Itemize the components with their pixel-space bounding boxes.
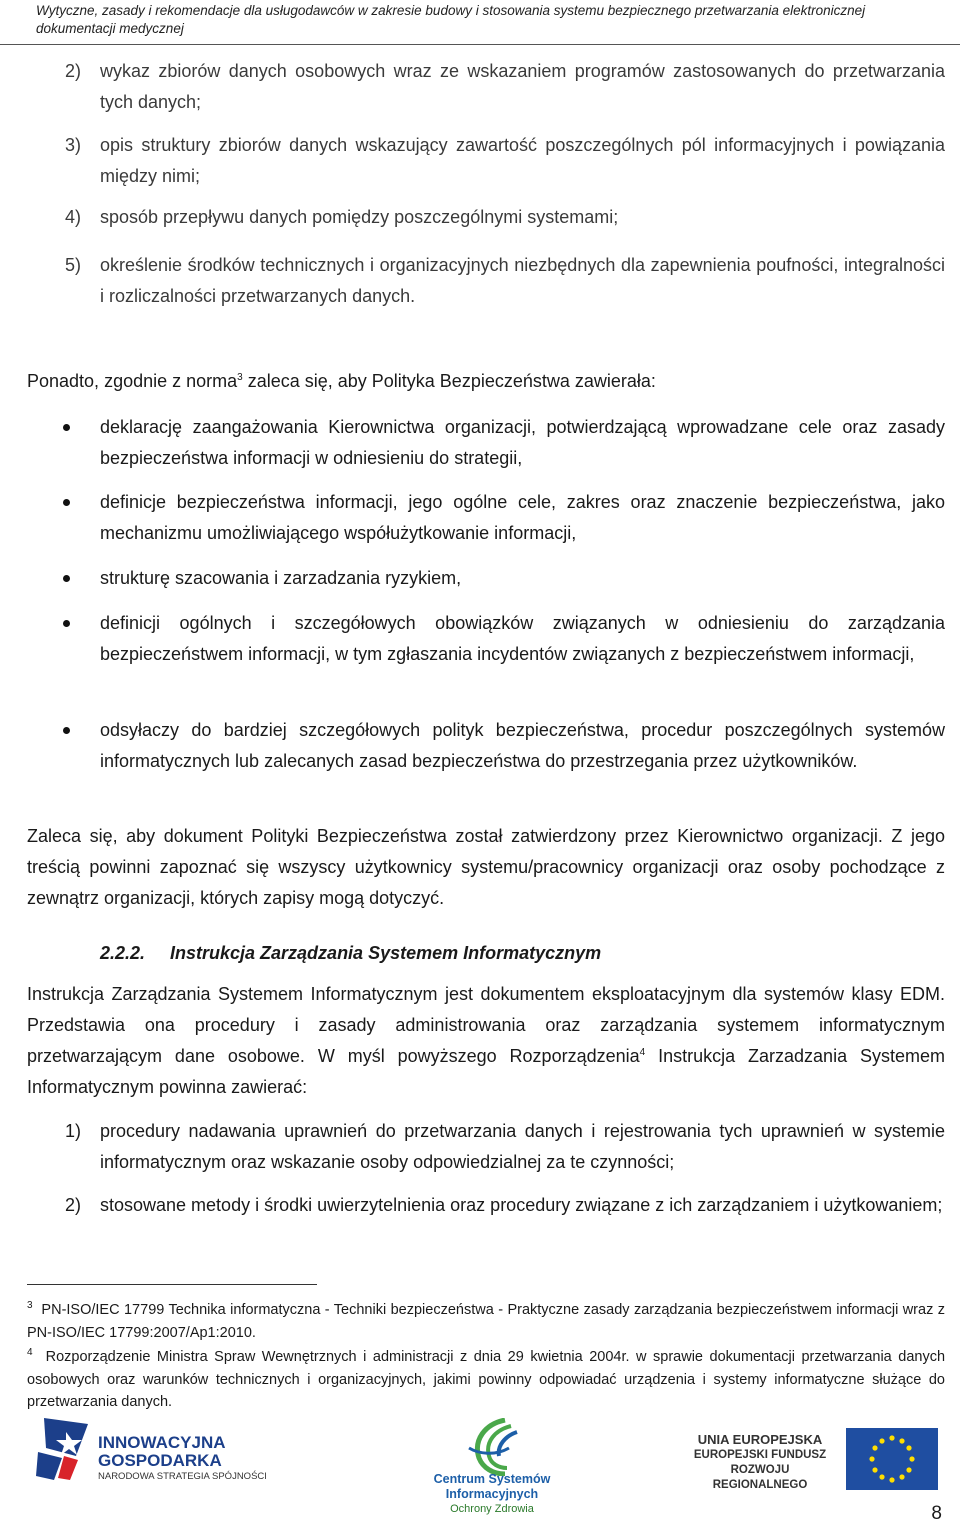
csioz-line2: Ochrony Zdrowia (450, 1503, 534, 1515)
ig-line3: NARODOWA STRATEGIA SPÓJNOŚCI (98, 1471, 267, 1482)
bullet-item: deklarację zaangażowania Kierownictwa organizacji, potwierdzającą wprowadzane cele oraz zasady bezpieczeństwa informacji w odniesieniu do strategii, (100, 417, 945, 468)
innowacyjna-gospodarka-icon (36, 1418, 96, 1480)
policy-intro-after: zaleca się, aby Polityka Bezpieczeństwa zawierała: (242, 371, 656, 391)
bullet-dot (63, 499, 70, 506)
bullet-item: strukturę szacowania i zarzadzania ryzykiem, (100, 568, 462, 588)
list1-num-2: 2) (65, 61, 82, 81)
csioz-icon (465, 1418, 529, 1476)
footnote-text: PN-ISO/IEC 17799 Technika informatyczna - Techniki bezpieczeństwa - Praktyczne zasady zarządzania bezpieczeństwem informacji wraz z PN-ISO/IEC 17799:2007/Ap1:2010. (27, 1302, 945, 1341)
list2-num-1: 1) (65, 1121, 82, 1141)
ig-line1: INNOWACYJNA (98, 1433, 226, 1452)
header-line-2: dokumentacji medycznej (36, 21, 184, 36)
list1-num-5: 5) (65, 255, 82, 275)
csioz-text (388, 1472, 596, 1516)
policy-approval-paragraph: Zaleca się, aby dokument Polityki Bezpieczeństwa został zatwierdzony przez Kierownictwo organizacji. Z jego treścią powinni zapoznać się wszyscy użytkownicy systemu/pracownicy organizacji oraz osoby pochodzące z zewnątrz organizacji, których zapisy mogą dotyczyć. (27, 826, 945, 908)
bullet-item: definicji ogólnych i szczegółowych obowiązków związanych w odniesieniu do zarządzania bezpieczeństwem informacji, w tym zgłaszania incydentów związanych z bezpieczeństwem informacji, (100, 613, 945, 664)
bullet-dot (63, 575, 70, 582)
instruction-after: Instrukcja Zarzadzania Systemem Informatycznym powinna zawierać: (27, 1046, 945, 1097)
funding-logos (0, 1418, 960, 1515)
bullet-item: definicje bezpieczeństwa informacji, jego ogólne cele, zakres oraz znaczenie bezpieczeństwa, jako mechanizmu umożliwiającego współużytkowanie informacji, (100, 492, 945, 543)
list1-item-2: wykaz zbiorów danych osobowych wraz ze wskazaniem programów zastosowanych do przetwarzania tych danych; (100, 61, 945, 112)
list1-num-3: 3) (65, 135, 82, 155)
instruction-before: Instrukcja Zarządzania Systemem Informatycznym jest dokumentem eksploatacyjnym dla systemów klasy EDM. Przedstawia ona procedury i zasady administrowania oraz zarządzania systemem informatycznym przetwarzającym dane osobowe. W myśl powyższego Rozporządzenia (27, 984, 945, 1066)
bullet-item: odsyłaczy do bardziej szczegółowych polityk bezpieczeństwa, procedur poszczególnych systemów informatycznych lub zalecanych zasad bezpieczeństwa do przestrzegania przez użytkowników. (100, 720, 945, 771)
list2-num-2: 2) (65, 1195, 82, 1215)
bullet-dot (63, 727, 70, 734)
eu-line3: ROZWOJU REGIONALNEGO (712, 1464, 808, 1491)
footnote-rule (27, 1284, 317, 1285)
policy-intro (27, 366, 945, 397)
section-title: Instrukcja Zarządzania Systemem Informatycznym (170, 943, 602, 963)
header-line-1: Wytyczne, zasady i rekomendacje dla usługodawców w zakresie budowy i stosowania systemu bezpiecznego przetwarzania elektronicznej (36, 3, 866, 18)
eu-line1: UNIA EUROPEJSKA (697, 1432, 823, 1447)
eu-text (684, 1432, 836, 1493)
instruction-paragraph (27, 979, 945, 1103)
footnote-ref-3: 3 (237, 372, 243, 383)
footnote-3 (27, 1299, 945, 1344)
bullet-dot (63, 424, 70, 431)
header-rule (0, 44, 960, 45)
page-number: 8 (931, 1503, 942, 1524)
ig-line2: GOSPODARKA (98, 1451, 222, 1470)
header-text (36, 2, 936, 38)
eu-flag-icon (846, 1428, 938, 1490)
footnote-ref-4: 4 (639, 1047, 646, 1058)
eu-line2: EUROPEJSKI FUNDUSZ (693, 1449, 827, 1461)
list1-item-5: określenie środków technicznych i organizacyjnych niezbędnych dla zapewnienia poufności, integralności i rozliczalności przetwarzanych danych. (100, 255, 945, 306)
list1-item-4: sposób przepływu danych pomiędzy poszczególnymi systemami; (100, 207, 619, 227)
csioz-line1: Centrum Systemów Informacyjnych (433, 1472, 551, 1501)
list1-num-4: 4) (65, 207, 82, 227)
bullet-dot (63, 620, 70, 627)
ig-text (98, 1434, 267, 1484)
section-number: 2.2.2. (100, 943, 146, 963)
policy-intro-before: Ponadto, zgodnie z norma (27, 371, 238, 391)
running-header (0, 0, 960, 45)
footnote-4 (27, 1346, 945, 1414)
footnote-number: 4 (27, 1347, 33, 1359)
footnote-text: Rozporządzenie Ministra Spraw Wewnętrznych i administracji z dnia 29 kwietnia 2004r. w sprawie dokumentacji przetwarzania danych osobowych oraz warunków technicznych i organizacyjnych, jakimi powinny odpowiadać urządzenia i systemy informatyczne służące do przetwarzania danych. (27, 1349, 946, 1410)
list2-item-1: procedury nadawania uprawnień do przetwarzania danych i rejestrowania tych uprawnień w systemie informatycznym oraz wskazanie osoby odpowiedzialnej za te czynności; (100, 1121, 945, 1172)
footnote-number: 3 (27, 1300, 33, 1312)
list2-item-2: stosowane metody i środki uwierzytelnienia oraz procedury związane z ich zarządzaniem i użytkowaniem; (100, 1195, 943, 1215)
list1-item-3: opis struktury zbiorów danych wskazujący zawartość poszczególnych pól informacyjnych i powiązania między nimi; (100, 135, 945, 186)
